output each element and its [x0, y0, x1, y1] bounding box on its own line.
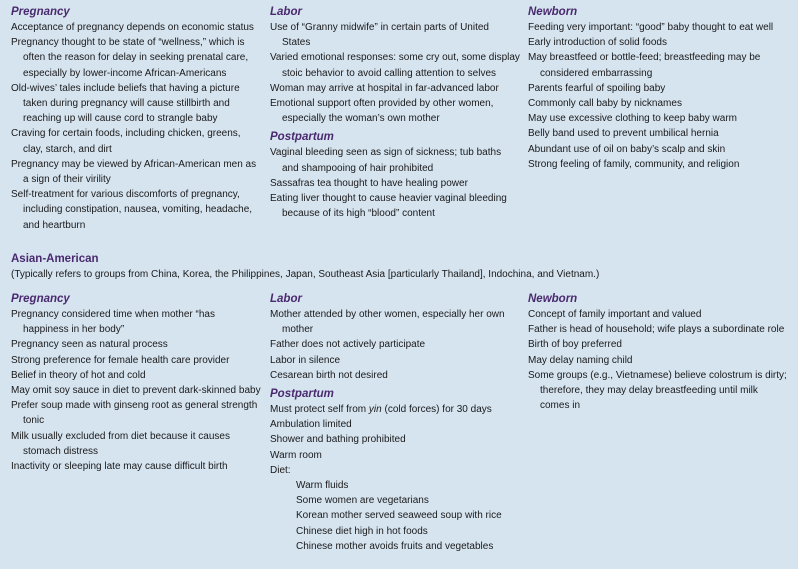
- list-item: Labor in silence: [270, 354, 341, 366]
- list-item: Cesarean birth not desired: [270, 369, 388, 381]
- list-item: Belief in theory of hot and cold: [11, 369, 146, 381]
- list-item: Ambulation limited: [270, 419, 352, 431]
- list-item: Old-wives’ tales include beliefs that having a picture taken during pregnancy will cause stillbirth and reaching up will cause cord to strangle baby: [11, 82, 240, 125]
- list-item: Strong preference for female health care provider: [11, 354, 230, 366]
- asian-section-subtitle: (Typically refers to groups from China, Korea, the Philippines, Japan, Southeast Asia [particularly Thailand], Indochina, and Vietnam.): [11, 269, 600, 280]
- list-item: May breastfeed or bottle-feed; breastfeeding may be considered embarrassing: [528, 52, 761, 79]
- list-item: Pregnancy considered time when mother “has happiness in her body”: [11, 309, 215, 336]
- asian-labor-postpartum-column: [270, 292, 520, 554]
- list-item: Use of “Granny midwife” in certain parts of United States: [270, 22, 489, 49]
- list-item: Warm room: [270, 449, 322, 461]
- list-item: Emotional support often provided by other women, especially the woman’s own mother: [270, 98, 494, 125]
- asian-postpartum-list: [270, 402, 520, 554]
- diet-item: Korean mother served seaweed soup with rice: [296, 510, 502, 522]
- african-newborn-list: [528, 20, 790, 172]
- list-item: Mother attended by other women, especially her own mother: [270, 309, 505, 336]
- list-item: Diet:: [270, 464, 291, 476]
- diet-item: Warm fluids: [296, 480, 349, 492]
- asian-newborn-list: [528, 307, 790, 413]
- african-pregnancy-list: [11, 20, 261, 233]
- list-item: Concept of family important and valued: [528, 309, 702, 320]
- african-labor-list: [270, 20, 520, 126]
- list-item: Varied emotional responses: some cry out, some display stoic behavior to avoid calling attention to selves: [270, 52, 520, 79]
- list-item: May omit soy sauce in diet to prevent dark-skinned baby: [11, 385, 261, 397]
- list-item: Commonly call baby by nicknames: [528, 98, 682, 110]
- list-item: Birth of boy preferred: [528, 339, 622, 351]
- list-item: Woman may arrive at hospital in far-advanced labor: [270, 82, 499, 94]
- list-item: Father does not actively participate: [270, 339, 426, 351]
- asian-newborn-heading: Newborn: [528, 293, 578, 305]
- african-postpartum-list: [270, 145, 520, 221]
- list-item: Eating liver thought to cause heavier vaginal bleeding because of its high “blood” content: [270, 193, 507, 220]
- list-item: Belly band used to prevent umbilical hernia: [528, 128, 719, 140]
- asian-newborn-column: [528, 292, 790, 413]
- asian-section-title: Asian-American: [11, 253, 99, 265]
- asian-pregnancy-list: [11, 307, 261, 474]
- list-item: Craving for certain foods, including chicken, greens, clay, starch, and dirt: [11, 128, 241, 155]
- list-item: Acceptance of pregnancy depends on economic status: [11, 22, 254, 33]
- list-item: Some groups (e.g., Vietnamese) believe colostrum is dirty; therefore, they may delay breastfeeding until milk comes in: [528, 369, 787, 412]
- list-item: Milk usually excluded from diet because it causes stomach distress: [11, 430, 230, 457]
- list-item: Strong feeling of family, community, and religion: [528, 158, 740, 170]
- list-item: Abundant use of oil on baby’s scalp and skin: [528, 143, 726, 155]
- african-labor-heading: Labor: [270, 6, 302, 18]
- diet-item: Chinese mother avoids fruits and vegetables: [296, 540, 494, 552]
- asian-labor-list: [270, 307, 520, 383]
- list-item: Self-treatment for various discomforts of pregnancy, including constipation, nausea, vomiting, headache, and heartburn: [11, 189, 253, 231]
- african-labor-postpartum-column: [270, 5, 520, 221]
- list-item: Parents fearful of spoiling baby: [528, 82, 666, 94]
- list-item: Vaginal bleeding seen as sign of sickness; tub baths and shampooing of hair prohibited: [270, 147, 502, 174]
- list-item: Feeding very important: “good” baby thought to eat well: [528, 22, 774, 33]
- list-item: Pregnancy thought to be state of “wellness,” which is often the reason for delay in seeking prenatal care, especially by lower-income African-Americans: [11, 37, 249, 79]
- list-item: May use excessive clothing to keep baby warm: [528, 113, 737, 125]
- diet-item: Chinese diet high in hot foods: [296, 525, 428, 537]
- african-newborn-column: [528, 5, 790, 172]
- yin-term: yin: [368, 404, 382, 416]
- yin-text-post: (cold forces) for 30 days: [381, 404, 492, 416]
- asian-labor-heading: Labor: [270, 293, 302, 305]
- african-pregnancy-column: [11, 5, 261, 233]
- list-item: Pregnancy seen as natural process: [11, 339, 168, 351]
- african-postpartum-heading: Postpartum: [270, 131, 334, 144]
- diet-item: Some women are vegetarians: [296, 495, 429, 507]
- african-pregnancy-heading: Pregnancy: [11, 6, 70, 18]
- list-item: Shower and bathing prohibited: [270, 434, 406, 446]
- asian-postpartum-heading: Postpartum: [270, 388, 334, 401]
- list-item: Pregnancy may be viewed by African-American men as a sign of their virility: [11, 158, 257, 186]
- african-newborn-heading: Newborn: [528, 6, 578, 18]
- asian-pregnancy-heading: Pregnancy: [11, 293, 70, 305]
- list-item: Sassafras tea thought to have healing power: [270, 177, 468, 189]
- yin-text-pre: Must protect self from: [270, 404, 369, 416]
- list-item: Prefer soup made with ginseng root as general strength tonic: [11, 400, 258, 427]
- list-item: Inactivity or sleeping late may cause difficult birth: [11, 461, 228, 473]
- list-item: [270, 402, 520, 417]
- list-item: Father is head of household; wife plays a subordinate role: [528, 324, 785, 336]
- list-item: May delay naming child: [528, 354, 633, 366]
- asian-pregnancy-column: [11, 292, 261, 474]
- list-item: Early introduction of solid foods: [528, 37, 667, 49]
